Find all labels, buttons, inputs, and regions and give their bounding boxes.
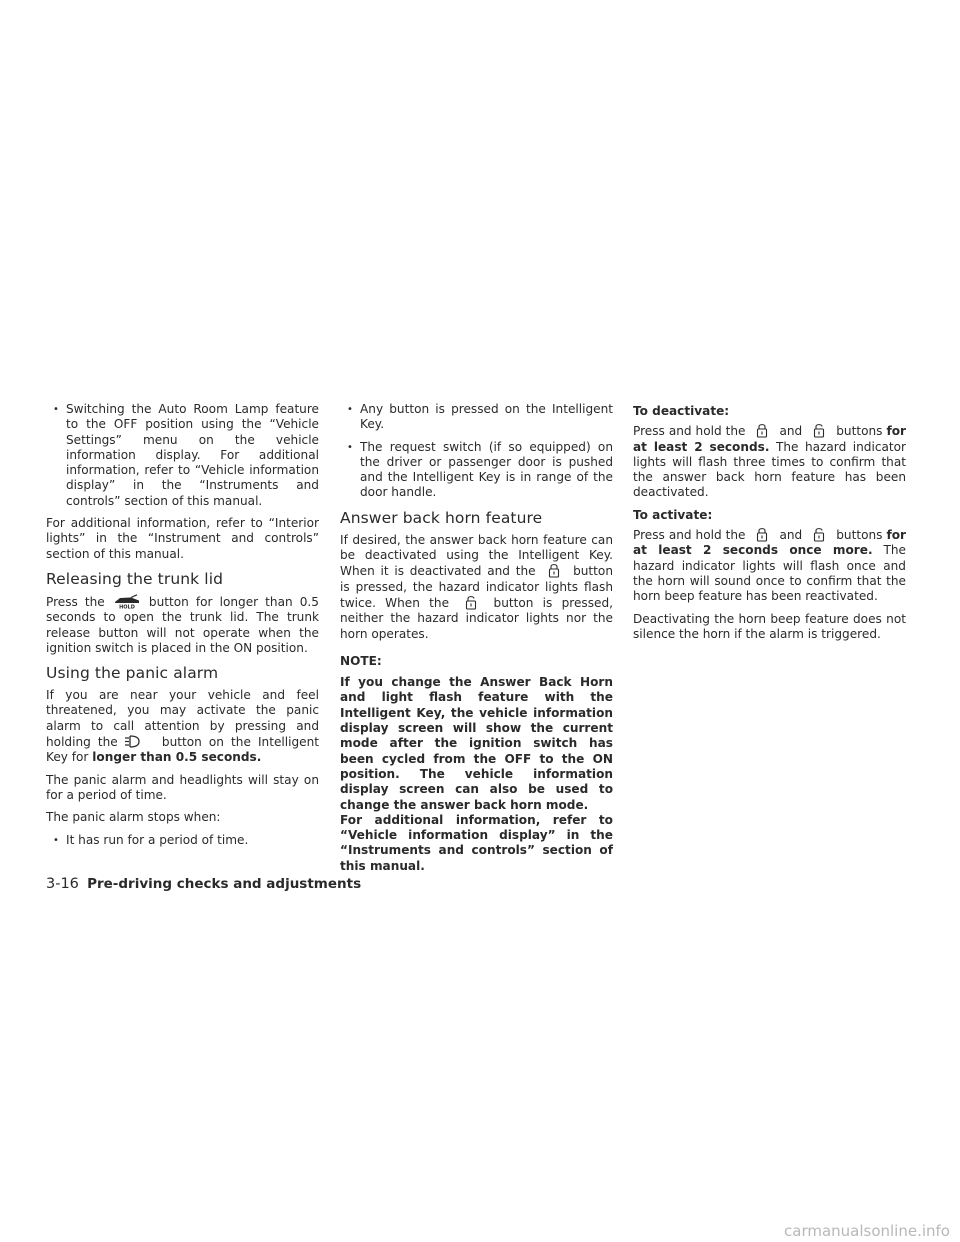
unlock-button-icon bbox=[806, 527, 832, 542]
paragraph-panic-stops: The panic alarm stops when: bbox=[46, 810, 221, 825]
lock-button-icon bbox=[749, 423, 775, 438]
lock-button-icon bbox=[541, 563, 567, 578]
paragraph-activate: Press and hold the and buttons for at least 2 seconds once more. The hazard indicator lights will flash once and the horn will sound once to confirm that the horn beep feature has been reactivated. bbox=[633, 528, 906, 604]
list-item: • It has run for a period of time. bbox=[46, 833, 319, 848]
list-item: • Switching the Auto Room Lamp feature to the OFF position using the “Vehicle Settings” menu on the vehicle information display. For additional information, refer to “Vehicle information display” in the “Instruments and controls” section of this manual. bbox=[46, 402, 319, 509]
watermark: carmanualsonline.info bbox=[784, 1222, 950, 1240]
heading-panic: Using the panic alarm bbox=[46, 664, 219, 683]
panic-alarm-icon bbox=[125, 734, 155, 749]
note-label: NOTE: bbox=[340, 653, 382, 668]
column-middle bbox=[340, 402, 613, 874]
column-left bbox=[46, 402, 319, 855]
list-item: • The request switch (if so equipped) on the driver or passenger door is pushed and the Intelligent Key is in range of the door handle. bbox=[340, 440, 613, 501]
paragraph-deactivate-note: Deactivating the horn beep feature does not silence the horn if the alarm is triggered. bbox=[633, 611, 906, 641]
trunk-release-icon bbox=[112, 594, 142, 609]
lock-button-icon bbox=[749, 527, 775, 542]
column-right bbox=[633, 404, 906, 649]
paragraph-panic-stay: The panic alarm and headlights will stay on for a period of time. bbox=[46, 772, 319, 802]
note-ref: For additional information, refer to “Vehicle information display” in the “Instruments and controls” section of this manual. bbox=[340, 812, 613, 873]
svg-text:HOLD: HOLD bbox=[118, 604, 135, 609]
page-number: 3-16 bbox=[46, 876, 79, 892]
heading-trunk: Releasing the trunk lid bbox=[46, 569, 224, 588]
paragraph-panic: If you are near your vehicle and feel threatened, you may activate the panic alarm to call attention by pressing and holding the button on the Intelligent Key for longer than 0.5 seconds. bbox=[46, 688, 319, 765]
page-footer bbox=[46, 876, 361, 892]
deactivate-label: To deactivate: bbox=[633, 404, 730, 418]
paragraph-interior-ref: For additional information, refer to “Interior lights” in the “Instrument and controls” section of this manual. bbox=[46, 516, 319, 561]
activate-label: To activate: bbox=[633, 507, 713, 522]
paragraph-deactivate: Press and hold the and buttons for at least 2 seconds. The hazard indicator lights will flash three times to confirm that the answer back horn feature has been deactivated. bbox=[633, 424, 906, 500]
heading-answer-back: Answer back horn feature bbox=[340, 508, 543, 527]
section-title: Pre-driving checks and adjustments bbox=[87, 876, 362, 892]
paragraph-answer-back: If desired, the answer back horn feature can be deactivated using the Intelligent Key. When it is deactivated and the button is pressed, the hazard indicator lights flash twice. When the button is pressed, neither the hazard indicator lights nor the horn operates. bbox=[340, 532, 613, 641]
paragraph-trunk: Press the HOLD button for longer than 0.5 seconds to open the trunk lid. The trunk release button will not operate when the ignition switch is placed in the ON position. bbox=[46, 594, 319, 655]
list-item: • Any button is pressed on the Intelligent Key. bbox=[340, 402, 613, 433]
unlock-button-icon bbox=[806, 423, 832, 438]
note-text: If you change the Answer Back Horn and light flash feature with the Intelligent Key, the vehicle information display screen will show the current mode after the ignition switch has been cycled from the OFF to the ON position. The vehicle information display screen can also be used to change the answer back horn mode. bbox=[340, 675, 613, 812]
unlock-button-icon bbox=[458, 595, 484, 610]
